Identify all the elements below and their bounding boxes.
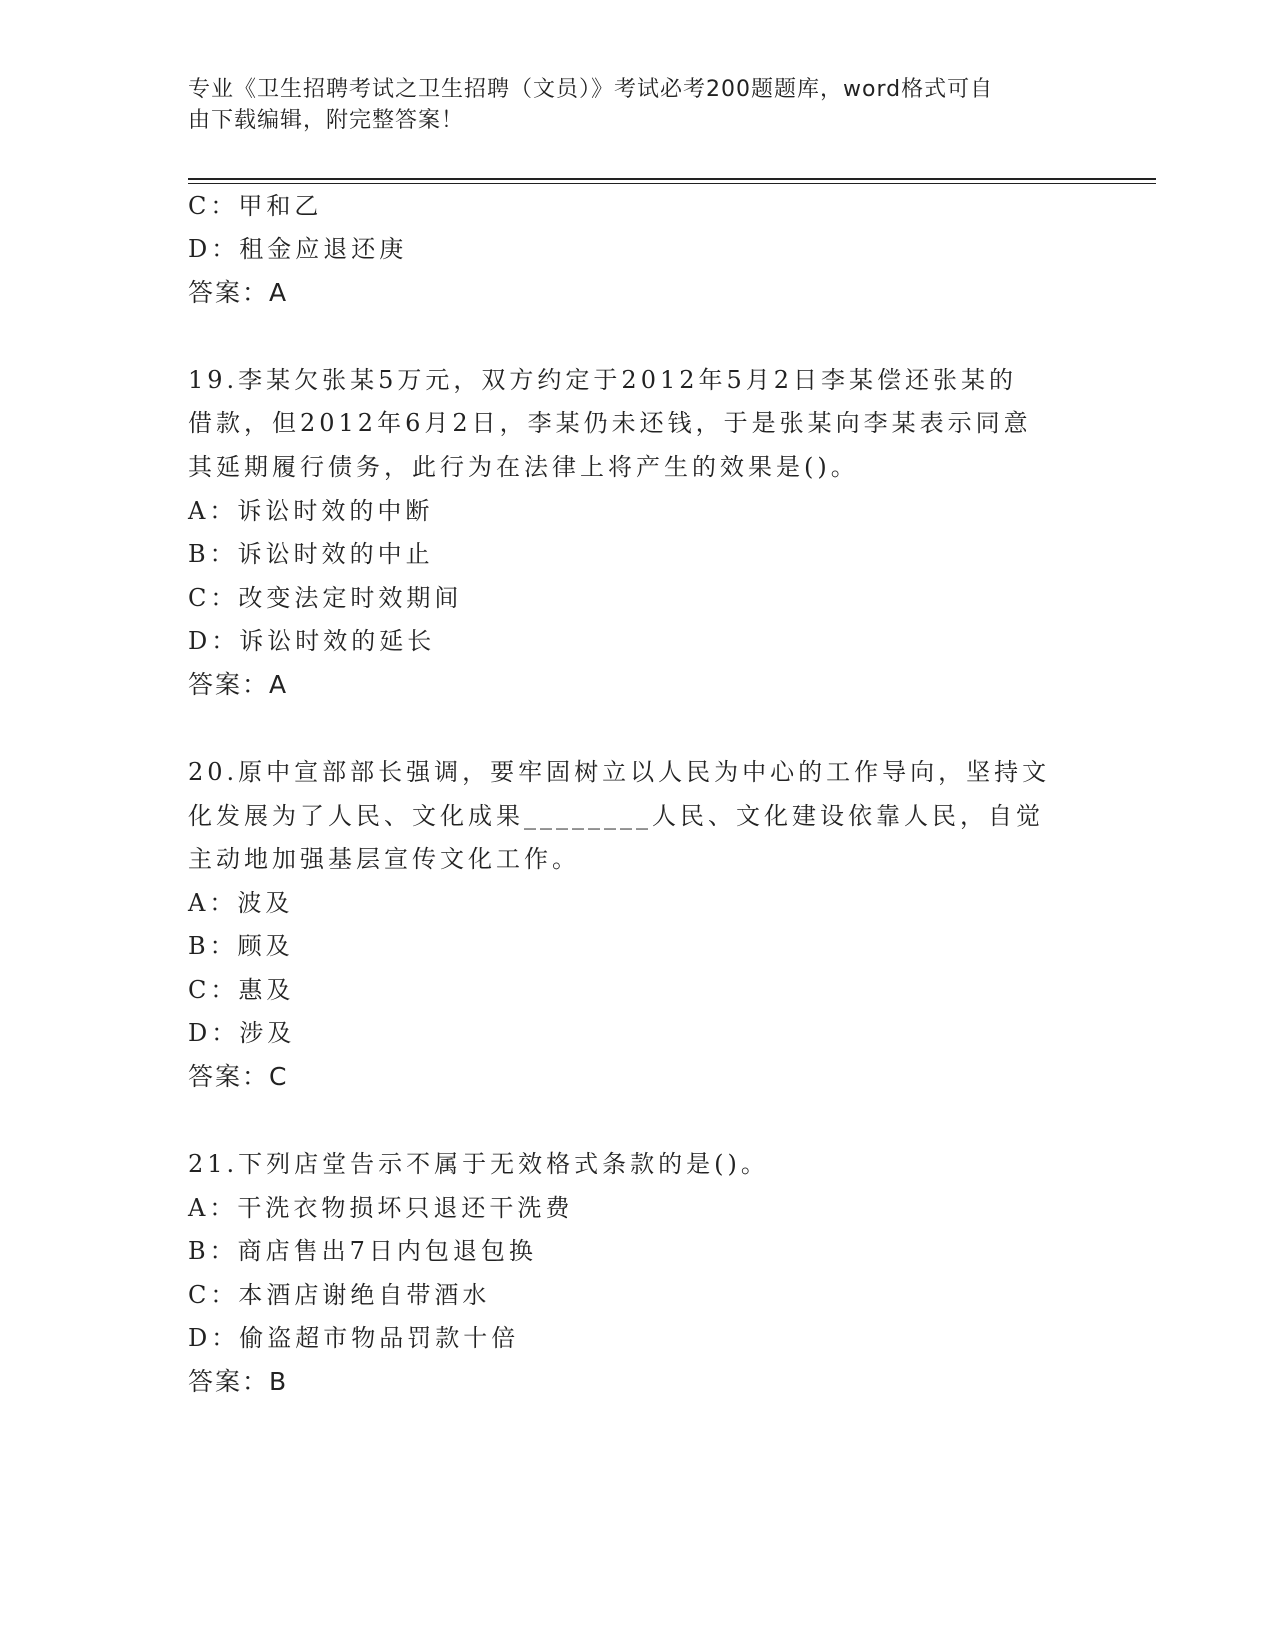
q19-stem-line-3: 其延期履行债务，此行为在法律上将产生的效果是()。: [188, 453, 859, 481]
q19-option-c: C：改变法定时效期间: [188, 584, 463, 612]
q20-option-c: C：惠及: [188, 976, 295, 1004]
q20-option-d: D：涉及: [188, 1019, 296, 1047]
q20-answer: 答案：C: [188, 1062, 289, 1091]
q18-option-c: C：甲和乙: [188, 192, 323, 220]
q19-option-b: B：诉讼时效的中止: [188, 540, 434, 568]
q21-answer: 答案：B: [188, 1367, 289, 1396]
q19-stem-line-2: 借款，但2012年6月2日，李某仍未还钱，于是张某向李某表示同意: [188, 409, 1032, 437]
q21-option-a: A：干洗衣物损坏只退还干洗费: [188, 1194, 574, 1222]
q21-option-c: C：本酒店谢绝自带酒水: [188, 1281, 491, 1309]
q20-option-a: A：波及: [188, 889, 294, 917]
q18-option-d: D：租金应退还庚: [188, 235, 408, 263]
header-divider-thick: [188, 178, 1156, 180]
q20-stem-line-2: 化发展为了人民、文化成果________人民、文化建设依靠人民，自觉: [188, 802, 1044, 830]
q21-option-b: B：商店售出7日内包退包换: [188, 1237, 537, 1265]
q20-stem-line-3: 主动地加强基层宣传文化工作。: [188, 845, 580, 873]
q19-option-d: D：诉讼时效的延长: [188, 627, 436, 655]
q19-stem-line-1: 19.李某欠张某5万元，双方约定于2012年5月2日李某偿还张某的: [188, 366, 1018, 394]
q20-stem-line-1: 20.原中宣部部长强调，要牢固树立以人民为中心的工作导向，坚持文: [188, 758, 1051, 786]
q21-stem-line-1: 21.下列店堂告示不属于无效格式条款的是()。: [188, 1150, 769, 1178]
q20-option-b: B：顾及: [188, 932, 294, 960]
header-line-1: 专业《卫生招聘考试之卫生招聘（文员）》考试必考200题题库，word格式可自: [188, 77, 994, 102]
header-line-2: 由下载编辑，附完整答案！: [188, 108, 465, 133]
document-header: [188, 74, 1068, 136]
header-divider-thin: [188, 183, 1156, 184]
q19-answer: 答案：A: [188, 670, 289, 699]
q21-option-d: D：偷盗超市物品罚款十倍: [188, 1324, 520, 1352]
q19-option-a: A：诉讼时效的中断: [188, 497, 434, 525]
q18-answer: 答案：A: [188, 278, 289, 307]
